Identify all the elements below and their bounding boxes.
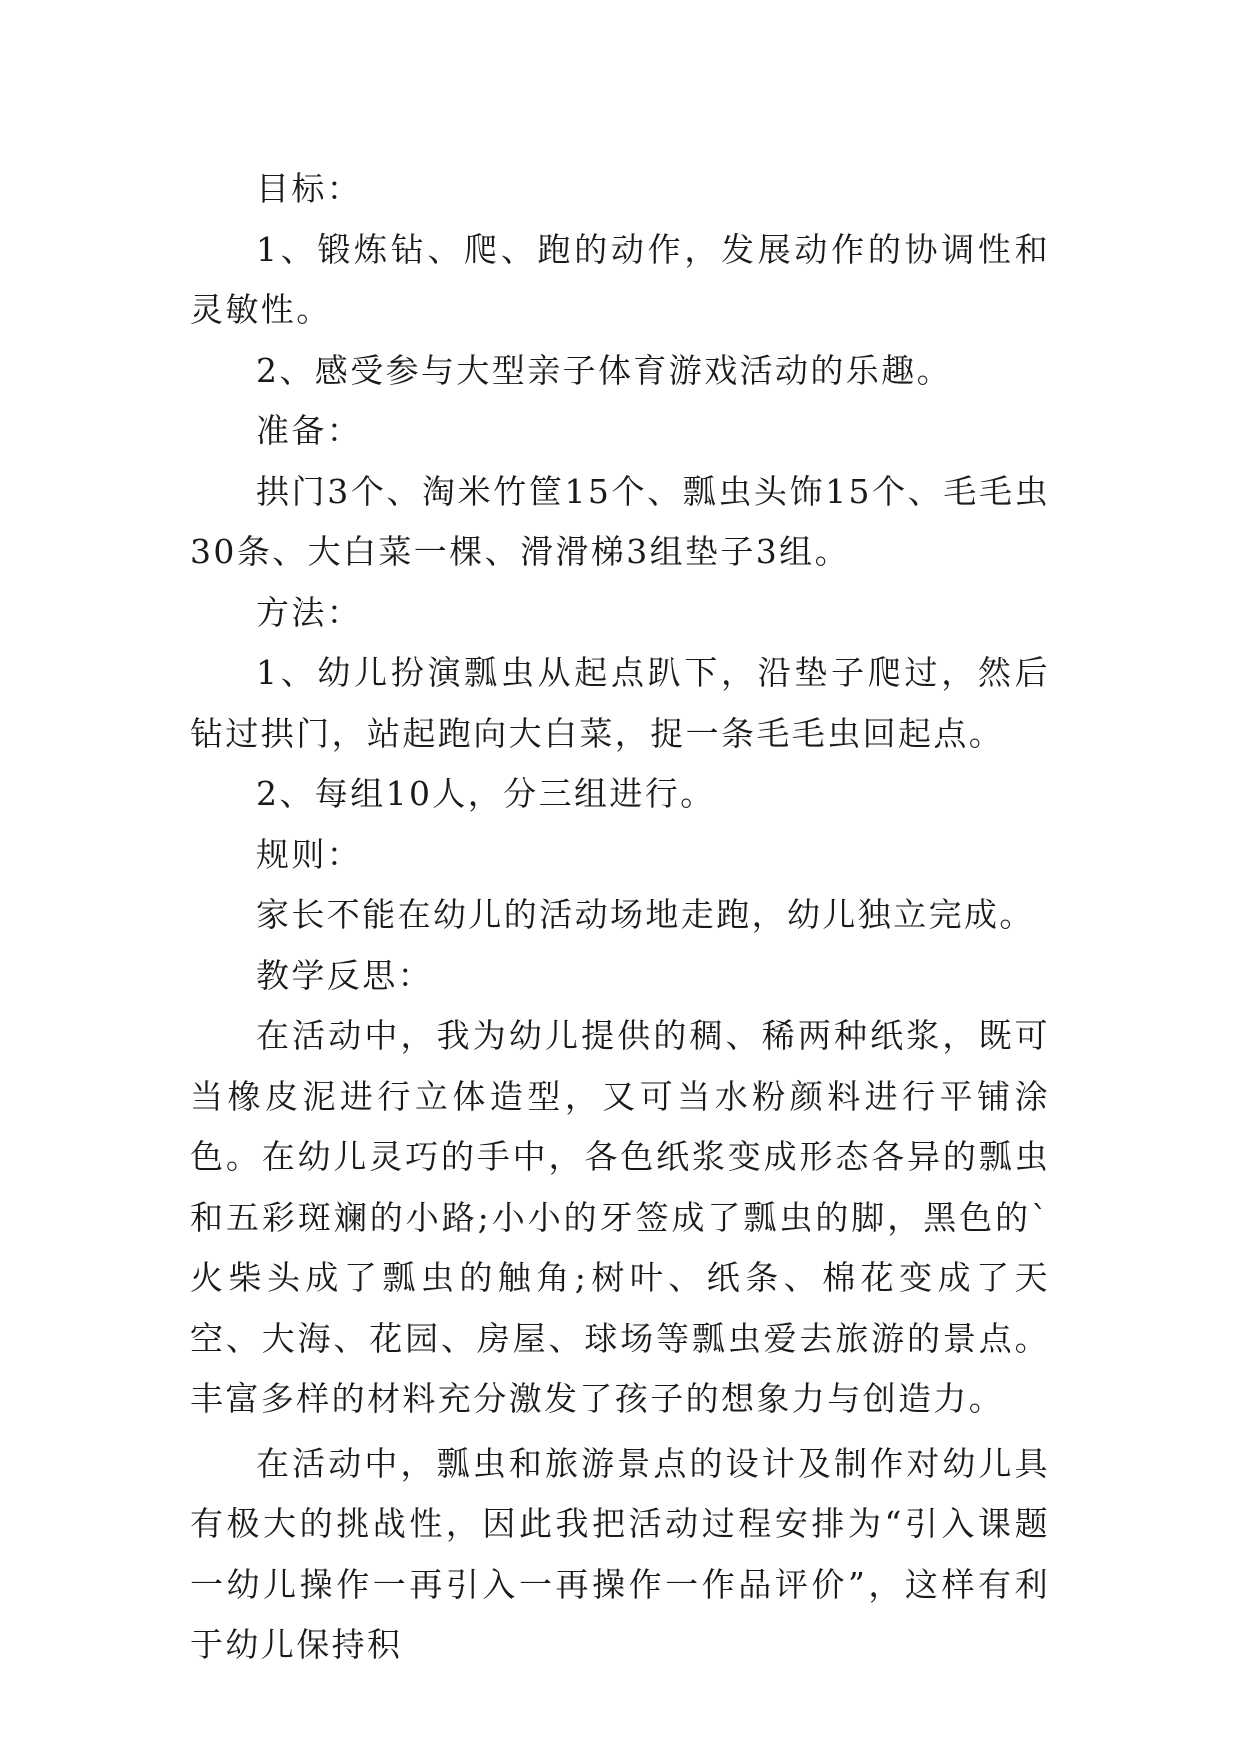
heading-method: 方法： <box>256 592 363 632</box>
reflection-paragraph-2: 在活动中，瓢虫和旅游景点的设计及制作对幼儿具有极大的挑战性，因此我把活动过程安排为“引入课题一幼儿操作一再引入一再操作一作品评价”，这样有利于幼儿保持积 <box>190 1443 1050 1664</box>
rules-text: 家长不能在幼儿的活动场地走跑，幼儿独立完成。 <box>256 895 1035 934</box>
goal-item-1: 1、锻炼钻、爬、跑的动作，发展动作的协调性和灵敏性。 <box>190 229 1050 329</box>
goal-item-2: 2、感受参与大型亲子体育游戏活动的乐趣。 <box>256 350 952 390</box>
document-body <box>190 159 1050 1676</box>
heading-reflection: 教学反思： <box>256 955 433 995</box>
heading-rules: 规则： <box>256 834 363 874</box>
preparation-text: 拱门3个、淘米竹筐15个、瓢虫头饰15个、毛毛虫30条、大白菜一棵、滑滑梯3组垫子3组。 <box>190 471 1050 571</box>
heading-preparation: 准备： <box>256 411 363 450</box>
heading-goals: 目标： <box>256 169 363 208</box>
method-item-2: 2、每组10人，分三组进行。 <box>256 774 716 813</box>
method-item-1: 1、幼儿扮演瓢虫从起点趴下，沿垫子爬过，然后钻过拱门，站起跑向大白菜，捉一条毛毛虫回起点。 <box>190 653 1050 753</box>
reflection-paragraph-1: 在活动中，我为幼儿提供的稠、稀两种纸浆，既可当橡皮泥进行立体造型，又可当水粉颜料进行平铺涂色。在幼儿灵巧的手中，各色纸浆变成形态各异的瓢虫和五彩斑斓的小路;小小的牙签成了瓢虫的脚，黑色的`火柴头成了瓢虫的触角;树叶、纸条、棉花变成了天空、大海、花园、房屋、球场等瓢虫爱去旅游的景点。丰富多样的材料充分激发了孩子的想象力与创造力。 <box>190 1016 1050 1418</box>
